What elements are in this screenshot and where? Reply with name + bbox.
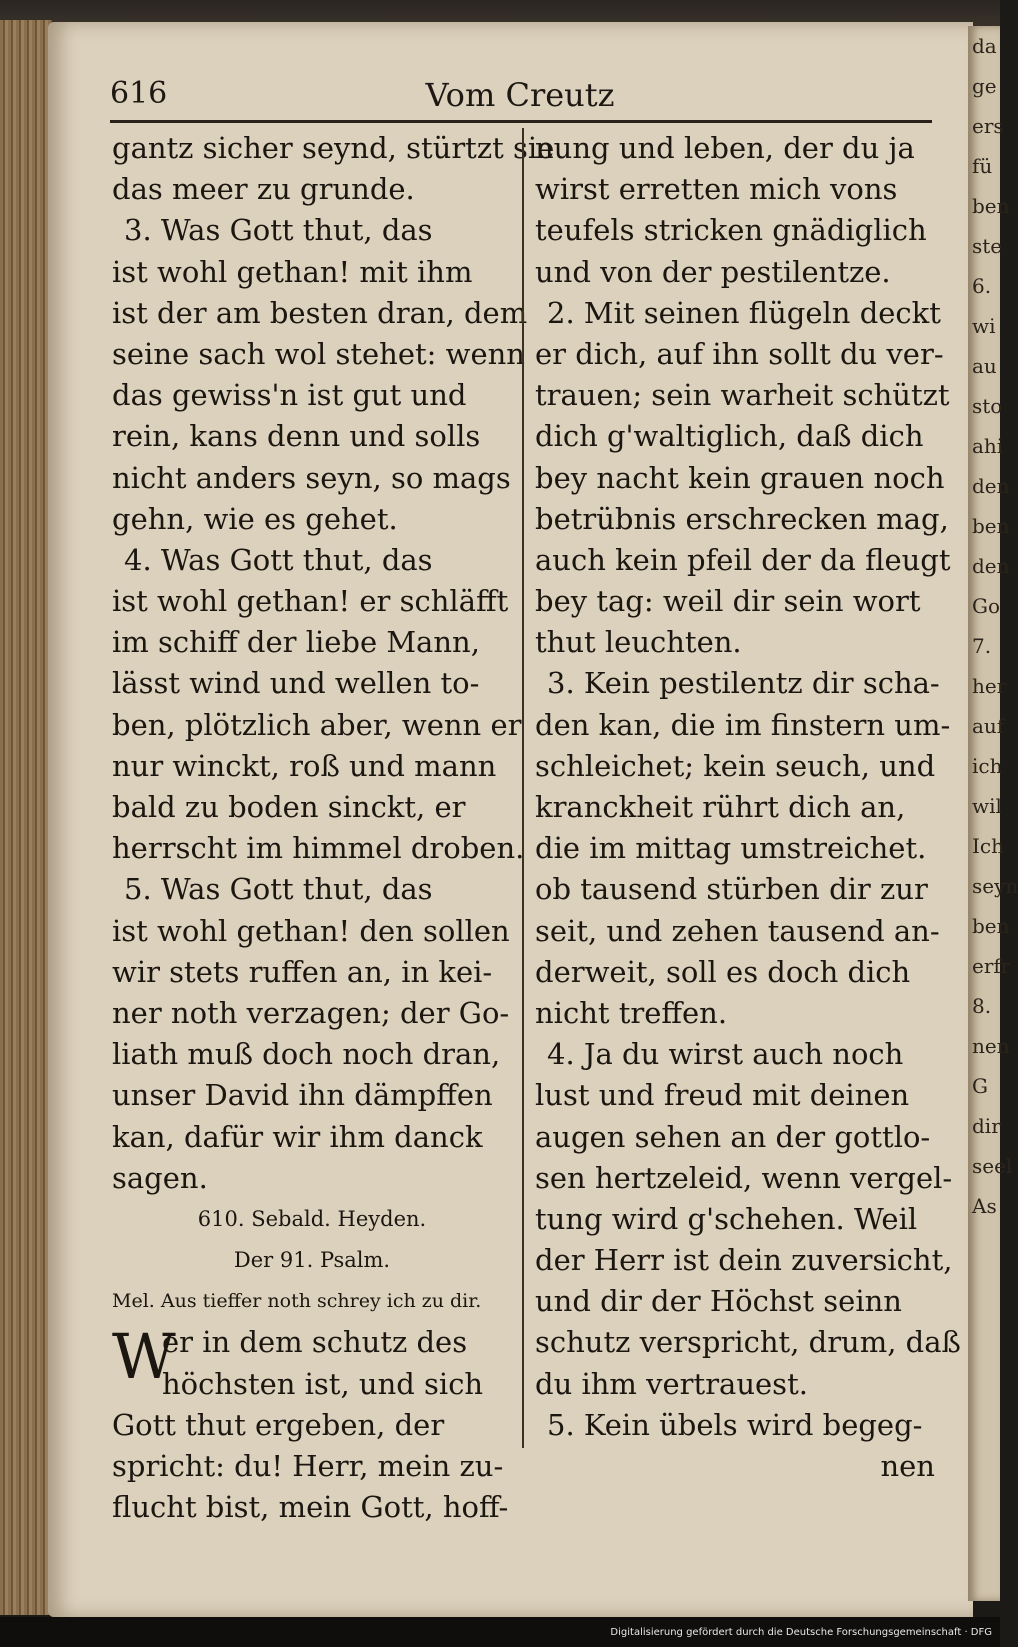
text-line: kranckheit rührt dich an, (535, 790, 906, 824)
page-header (110, 76, 930, 120)
text-line: bey tag: weil dir sein wort (535, 584, 921, 619)
text-line: schutz verspricht, drum, daß (535, 1325, 961, 1360)
text-line: der Herr ist dein zuversicht, (535, 1243, 953, 1278)
text-line: nicht anders seyn, so mags (112, 460, 511, 495)
drop-cap: W (112, 1320, 176, 1394)
text-line: herrscht im himmel droben. (112, 831, 525, 866)
text-line: kan, dafür wir ihm danck (112, 1119, 483, 1154)
text-line: ist wohl gethan! er schläfft (112, 584, 509, 619)
text-line: gehn, wie es gehet. (112, 501, 398, 536)
next-page-text-fragment: ben (972, 194, 1010, 218)
text-line: wirst erretten mich vons (535, 172, 898, 207)
text-line: er in dem schutz des (162, 1325, 468, 1360)
hymn-psalm-title: Der 91. Psalm. (233, 1248, 391, 1273)
text-line: dich g'waltiglich, daß dich (535, 419, 924, 454)
right-column-text (535, 128, 961, 1487)
next-page-text-fragment: ben (972, 914, 1010, 938)
text-line: nicht treffen. (535, 995, 728, 1030)
text-line: trauen; sein warheit schützt (535, 378, 950, 413)
right-column (535, 128, 961, 1487)
text-line: nung und leben, der du ja (535, 131, 915, 165)
next-page-text-fragment: wil (972, 794, 1002, 818)
text-line: 5. Kein übels wird begeg- (547, 1407, 923, 1442)
text-line: seine sach wol stehet: wenn (112, 336, 525, 371)
text-line: Gott thut ergeben, der (112, 1407, 445, 1442)
next-page-text-fragment: ahi (972, 434, 1004, 458)
next-page-text-fragment: fü (972, 154, 993, 178)
text-line: augen sehen an der gottlo- (535, 1119, 931, 1154)
left-column (112, 128, 555, 1528)
next-page-text-fragment: G (972, 1074, 988, 1098)
text-line: bey nacht kein grauen noch (535, 460, 945, 495)
text-line: auch kein pfeil der da fleugt (535, 542, 951, 577)
text-line: höchsten ist, und sich (162, 1366, 484, 1401)
next-page-text-fragment: sto (972, 394, 1003, 418)
digitization-credit: Digitalisierung gefördert durch die Deutsche Forschungsgemeinschaft · DFG (610, 1627, 992, 1638)
next-page-fragment (968, 26, 1018, 1601)
text-line: sen hertzeleid, wenn vergel- (535, 1160, 953, 1195)
next-page-text-fragment: ste (972, 234, 1003, 258)
text-line: ist wohl gethan! mit ihm (112, 254, 473, 289)
text-line: ben, plötzlich aber, wenn er (112, 707, 522, 742)
next-page-text-fragment: ge (972, 74, 997, 98)
text-line: ist wohl gethan! den sollen (112, 913, 510, 948)
next-page-text-fragment: au (972, 354, 997, 378)
text-line: teufels stricken gnädiglich (535, 213, 927, 248)
drop-cap-lines (162, 1322, 512, 1404)
text-line: du ihm vertrauest. (535, 1366, 808, 1401)
next-page-text-fragment: 6. (972, 274, 992, 298)
text-line: die im mittag umstreichet. (535, 831, 927, 866)
next-page-text-fragment: ich (972, 754, 1003, 778)
text-line: den kan, die im finstern um- (535, 707, 951, 742)
book-page-edges (0, 20, 52, 1615)
next-page-text-fragment: Ich (972, 834, 1004, 858)
hymn-heading: 610. Sebald. Heyden. (197, 1206, 427, 1231)
text-line: 4. Ja du wirst auch noch (547, 1037, 904, 1072)
left-column-text (112, 128, 555, 1199)
next-page-text-fragment: 7. (972, 634, 992, 658)
text-line: 3. Kein pestilentz dir scha- (547, 666, 940, 701)
text-line: lässt wind und wellen to- (112, 666, 480, 701)
next-page-text-fragment: 8. (972, 994, 992, 1018)
next-page-text-fragment: den (972, 554, 1010, 578)
page-number: 616 (110, 76, 168, 111)
next-page-text-fragment: den (972, 474, 1010, 498)
text-line: ner noth verzagen; der Go- (112, 995, 510, 1030)
next-page-text-fragment: auf (972, 714, 1005, 738)
text-line: derweit, soll es doch dich (535, 954, 911, 989)
text-line: nur winckt, roß und mann (112, 748, 497, 783)
next-page-text-fragment: Go (972, 594, 1001, 618)
text-line: unser David ihn dämpffen (112, 1078, 493, 1113)
text-line: lust und freud mit deinen (535, 1078, 910, 1113)
text-line: wir stets ruffen an, in kei- (112, 954, 493, 989)
next-page-text-fragment: ers (972, 114, 1004, 138)
text-line: 3. Was Gott thut, das (124, 213, 433, 248)
text-line: 2. Mit seinen flügeln deckt (547, 295, 941, 330)
text-line: bald zu boden sinckt, er (112, 790, 466, 824)
text-line: schleichet; kein seuch, und (535, 748, 936, 783)
next-page-text-fragment: wi (972, 314, 996, 338)
next-page-text-fragment: nen (972, 1034, 1010, 1058)
text-line: und von der pestilentze. (535, 254, 891, 289)
text-line: er dich, auf ihn sollt du ver- (535, 336, 944, 371)
text-line: rein, kans denn und solls (112, 419, 481, 454)
next-page-text-fragment: dir (972, 1114, 1001, 1138)
text-line: und dir der Höchst seinn (535, 1284, 902, 1319)
next-page-text-fragment: As (972, 1194, 997, 1218)
text-line: ist der am besten dran, dem (112, 295, 528, 330)
header-rule (110, 120, 932, 123)
text-line: betrübnis erschrecken mag, (535, 501, 949, 536)
text-line: sagen. (112, 1160, 208, 1195)
next-page-text-fragment: da (972, 34, 997, 58)
next-page-text-fragment: seyn (972, 874, 1018, 898)
next-page-text-fragment: her (972, 674, 1007, 698)
text-line: seit, und zehen tausend an- (535, 913, 940, 948)
text-line: 5. Was Gott thut, das (124, 872, 433, 907)
text-line: 4. Was Gott thut, das (124, 542, 433, 577)
text-line: gantz sicher seynd, stürtzt sie (112, 131, 555, 165)
hymn-text (112, 1405, 512, 1529)
text-line: im schiff der liebe Mann, (112, 625, 480, 660)
text-line: spricht: du! Herr, mein zu- (112, 1449, 504, 1483)
column-divider (522, 128, 524, 1448)
text-line: liath muß doch noch dran, (112, 1037, 501, 1072)
text-line: thut leuchten. (535, 625, 742, 660)
text-line: das meer zu grunde. (112, 172, 415, 207)
text-line: ob tausend stürben dir zur (535, 872, 928, 907)
next-page-text-fragment: erfr (972, 954, 1011, 978)
hymn-opening (112, 1322, 512, 1404)
running-title: Vom Creutz (425, 76, 615, 114)
text-line: nen (880, 1449, 935, 1483)
text-line: das gewiss'n ist gut und (112, 378, 467, 413)
hymn-melody: Mel. Aus tieffer noth schrey ich zu dir. (112, 1290, 482, 1313)
text-line: flucht bist, mein Gott, hoff- (112, 1490, 509, 1525)
text-line: tung wird g'schehen. Weil (535, 1201, 918, 1236)
next-page-text-fragment: ben (972, 514, 1010, 538)
next-page-text-fragment: seel (972, 1154, 1013, 1178)
